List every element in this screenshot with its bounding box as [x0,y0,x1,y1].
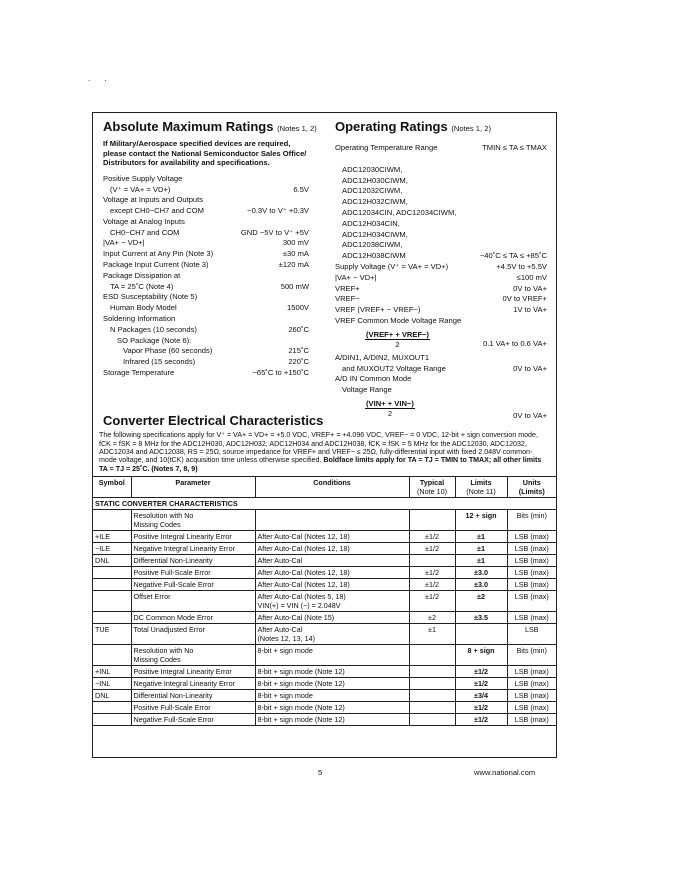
limits-cell: ±1 [455,543,507,555]
op-frac-row-1 [335,327,547,353]
rating-label: ADC12038CIWM, [342,240,403,250]
rating-row [335,353,547,364]
limits-cell: ±1/2 [455,714,507,726]
abs-max-list [103,174,309,379]
rating-label: TA = 25˚C (Note 4) [110,281,174,291]
rating-row [103,174,309,185]
limits-cell: 12 + sign [455,510,507,531]
converter-intro [93,429,556,476]
units-cell: LSB (max) [507,678,556,690]
limits-cell: ±3/4 [455,690,507,702]
rating-value: −40˚C ≤ TA ≤ +85˚C [479,251,547,261]
conditions-cell [255,510,409,531]
rating-label: Voltage Range [342,385,392,395]
table-row [93,690,556,702]
header-parameter: Parameter [131,477,255,498]
limits-cell: ±3.0 [455,579,507,591]
symbol-cell [93,579,131,591]
conditions-cell: After Auto-Cal (Note 15) [255,612,409,624]
units-cell: LSB (max) [507,531,556,543]
vref-common-mode-fraction [365,330,430,350]
abs-max-section [103,119,317,379]
limits-cell [455,624,507,645]
typical-cell [409,555,455,567]
table-row [93,567,556,579]
symbol-cell [93,567,131,579]
conditions-cell: After Auto-Cal (Notes 12, 18) [255,579,409,591]
units-cell: LSB (max) [507,612,556,624]
fraction-denominator: 2 [395,340,400,350]
symbol-cell: −ILE [93,543,131,555]
conditions-cell: 8-bit + sign mode [255,645,409,666]
rating-row [103,346,309,357]
units-cell: LSB (max) [507,666,556,678]
op-ratings-section [335,119,547,422]
rating-value: 6.5V [293,184,309,194]
rating-value: 220˚C [288,357,309,367]
typical-cell [409,702,455,714]
typical-cell [409,690,455,702]
rating-label: Voltage at Inputs and Outputs [103,195,204,205]
rating-row [335,305,547,316]
rating-label: ADC12034CIN, ADC12034CIWM, [342,208,457,218]
parameter-cell: Resolution with No Missing Codes [131,510,255,531]
symbol-cell: +INL [93,666,131,678]
units-cell: LSB (max) [507,591,556,612]
table-row [93,531,556,543]
rating-label: ADC12030CIWM, [342,164,403,174]
rating-label: Operating Temperature Range [335,143,438,153]
rating-label: |VA+ − VD+| [103,238,145,248]
converter-section [93,413,556,726]
symbol-cell [93,714,131,726]
typical-cell: ±1/2 [409,567,455,579]
section-row [93,498,556,510]
rating-value: 1500V [287,303,309,313]
conditions-cell: 8-bit + sign mode (Note 12) [255,702,409,714]
symbol-cell: DNL [93,555,131,567]
rating-row [103,368,309,379]
rating-value: 215˚C [288,346,309,356]
typical-cell: ±1/2 [409,579,455,591]
header-typical: Typical (Note 10) [409,477,455,498]
rating-value: 0V to VREF+ [502,294,547,304]
rating-row [103,185,309,196]
intro-text: The following specifications apply for V⁺ = VA+ = VD+ = +5.0 VDC, VREF+ = +4.096 VDC, VREF− = 0 VDC, 12-bit + sign conversion mode, fCK = fSK = 8 MHz for the ADC12H030, ADC12H032, ADC12H034 and ADC12H038, fCK = fSK = 5 MHz for the ADC12030, ADC12032, ADC12034 and ADC12038, RS = 25Ω, source impedance for VREF+ and VREF− ≤ 25Ω, fully-differential input with fixed 2.048V common-mode voltage, and 10(tCK) acquisition time unless otherwise specified. [99,431,538,465]
parameter-cell: Positive Integral Linearity Error [131,531,255,543]
rating-label: A/DIN1, A/DIN2, MUXOUT1 [335,352,430,362]
corner-dots: . . [88,74,113,83]
rating-row [335,374,547,385]
rating-row [335,273,547,284]
typical-cell: ±1/2 [409,591,455,612]
limits-cell: ±1/2 [455,702,507,714]
rating-row [335,208,547,219]
symbol-cell [93,510,131,531]
rating-label: Package Input Current (Note 3) [103,260,209,270]
header-units: Units (Limits) [507,477,556,498]
typical-cell [409,510,455,531]
units-cell: Bits (min) [507,510,556,531]
conditions-cell: After Auto-Cal (Notes 12, 18) [255,531,409,543]
rating-row [335,197,547,208]
typical-cell [409,645,455,666]
rating-label: and MUXOUT2 Voltage Range [342,363,446,373]
units-cell: LSB (max) [507,702,556,714]
rating-label: ADC12H034CIWM, [342,229,408,239]
rating-row [103,228,309,239]
converter-table [93,476,556,726]
rating-label: Voltage at Analog Inputs [103,216,185,226]
rating-row [103,357,309,368]
table-row [93,678,556,690]
rating-row [103,217,309,228]
limits-cell: ±1 [455,555,507,567]
rating-label: Human Body Model [110,303,177,313]
rating-row [103,206,309,217]
rating-value: +4.5V to +5.5V [496,262,547,272]
table-row [93,666,556,678]
table-row [93,624,556,645]
conditions-cell: 8-bit + sign mode (Note 12) [255,678,409,690]
rating-label: Positive Supply Voltage [103,173,183,183]
parameter-cell: Total Unadjusted Error [131,624,255,645]
table-row [93,714,556,726]
rating-label: ADC12H034CIN, [342,218,400,228]
rating-row [335,364,547,375]
rating-label: VREF− [335,294,360,304]
rating-label: Storage Temperature [103,368,175,378]
fraction-numerator: (VREF+ + VREF−) [366,329,430,339]
rating-label: ADC12H030CIWM, [342,175,408,185]
military-note: If Military/Aerospace specified devices are required, please contact the National Semiconductor Sales Office/ Distributors for availability and specifications. [103,139,307,168]
rating-row [103,292,309,303]
rating-label: (V⁺ = VA+ = VD+) [110,184,171,194]
typical-cell: ±1/2 [409,543,455,555]
rating-label: except CH0−CH7 and COM [110,206,204,216]
symbol-cell: TUE [93,624,131,645]
limits-cell: ±3.5 [455,612,507,624]
table-row [93,612,556,624]
header-limits: Limits (Note 11) [455,477,507,498]
rating-label: |VA+ − VD+| [335,272,377,282]
parameter-cell: DC Common Mode Error [131,612,255,624]
rating-row [335,251,547,262]
typical-cell [409,678,455,690]
limits-cell: 8 + sign [455,645,507,666]
rating-label: A/D IN Common Mode [335,374,412,384]
rating-row [335,154,547,165]
typical-cell: ±2 [409,612,455,624]
rating-row [103,282,309,293]
rating-value: ±120 mA [278,260,309,270]
abs-max-title: Absolute Maximum Ratings (Notes 1, 2) [103,119,317,134]
rating-label: N Packages (10 seconds) [110,324,197,334]
converter-title: Converter Electrical Characteristics [103,413,324,428]
rating-label: Package Dissipation at [103,270,181,280]
table-row [93,591,556,612]
parameter-cell: Positive Full-Scale Error [131,567,255,579]
rating-row [335,262,547,273]
rating-row [335,165,547,176]
fraction-denominator: 2 [387,409,393,419]
rating-row [103,195,309,206]
fraction-numerator: (VIN+ + VIN−) [366,399,414,408]
parameter-cell: Resolution with No Missing Codes [131,645,255,666]
rating-value: 260˚C [288,324,309,334]
page-frame [92,112,557,758]
table-row [93,543,556,555]
symbol-cell [93,591,131,612]
rating-row [335,176,547,187]
limits-cell: ±1/2 [455,666,507,678]
rating-row [335,385,547,396]
rating-label: Infrared (15 seconds) [123,357,196,367]
conditions-cell: 8-bit + sign mode (Note 12) [255,666,409,678]
intro-bold-text: Boldface limits apply for TA = TJ = TMIN to TMAX; all other limits TA = TJ = 25˚C. (Notes 7, 8, 9) [99,456,542,473]
units-cell: LSB (max) [507,690,556,702]
rating-row [103,271,309,282]
conditions-cell: After Auto-Cal (Notes 12, 13, 14) [255,624,409,645]
table-header [93,477,556,498]
rating-row [335,240,547,251]
rating-label: VREF Common Mode Voltage Range [335,316,462,325]
rating-value: −65˚C to +150˚C [252,368,309,378]
limits-cell: ±1 [455,531,507,543]
rating-row [103,336,309,347]
limits-cell: ±3.0 [455,567,507,579]
website: www.national.com [474,768,536,777]
rating-label: Soldering Information [103,314,176,324]
parameter-cell: Negative Integral Linearity Error [131,678,255,690]
rating-value: −0.3V to V⁺ +0.3V [247,206,309,216]
op-ratings-list [335,143,547,327]
conditions-cell: After Auto-Cal (Notes 5, 18) VIN(+) = VIN (−) = 2.048V [255,591,409,612]
rating-row [335,143,547,154]
units-cell: LSB (max) [507,579,556,591]
parameter-cell: Positive Integral Linearity Error [131,666,255,678]
rating-value: 500 mW [280,281,309,291]
rating-row [335,294,547,305]
symbol-cell: −INL [93,678,131,690]
conditions-cell: 8-bit + sign mode [255,690,409,702]
units-cell: LSB (max) [507,714,556,726]
section-label: STATIC CONVERTER CHARACTERISTICS [93,498,556,510]
rating-label: Supply Voltage (V⁺ = VA+ = VD+) [335,262,449,272]
rating-label: CH0−CH7 and COM [110,227,180,237]
table-row [93,645,556,666]
rating-row [103,303,309,314]
header-symbol: Symbol [93,477,131,498]
rating-row [103,249,309,260]
table-row [93,579,556,591]
rating-row [335,230,547,241]
table-row [93,510,556,531]
symbol-cell: +ILE [93,531,131,543]
rating-row [335,186,547,197]
rating-label: ESD Susceptability (Note 5) [103,292,198,302]
op-ratings-title: Operating Ratings (Notes 1, 2) [335,119,491,134]
units-cell: LSB (max) [507,555,556,567]
conditions-cell: 8-bit + sign mode (Note 12) [255,714,409,726]
rating-label: ADC12032CIWM, [342,186,403,196]
rating-row [103,314,309,325]
units-cell: LSB [507,624,556,645]
rating-label: ADC12H032CIWM, [342,197,408,207]
rating-label: ADC12H038CIWM [342,251,406,261]
typical-cell: ±1 [409,624,455,645]
table-row [93,555,556,567]
rating-label: VREF (VREF+ − VREF−) [335,305,421,315]
rating-value: TMIN ≤ TA ≤ TMAX [482,143,547,153]
table-row [93,702,556,714]
rating-row [103,238,309,249]
op-value: 0V to VA+ [513,411,547,421]
rating-row [335,284,547,295]
rating-label: Vapor Phase (60 seconds) [123,346,213,356]
typical-cell [409,714,455,726]
parameter-cell: Differential Non-Linearity [131,690,255,702]
parameter-cell: Negative Integral Linearity Error [131,543,255,555]
symbol-cell [93,612,131,624]
rating-label: Input Current at Any Pin (Note 3) [103,249,214,259]
header-conditions: Conditions [255,477,409,498]
rating-label: SO Package (Note 6): [117,335,192,345]
rating-value: GND −5V to V⁺ +5V [240,227,309,237]
rating-row [103,325,309,336]
op-value: 0.1 VA+ to 0.6 VA+ [483,339,547,349]
units-cell: LSB (max) [507,543,556,555]
rating-label: VREF+ [335,283,360,293]
rating-row [335,219,547,230]
rating-value: 1V to VA+ [513,305,547,315]
op-ratings-list-2 [335,353,547,396]
rating-row [103,260,309,271]
limits-cell: ±1/2 [455,678,507,690]
rating-value: 0V to VA+ [513,363,547,373]
rating-value: 300 mV [282,238,309,248]
typical-cell [409,666,455,678]
symbol-cell [93,645,131,666]
units-cell: Bits (min) [507,645,556,666]
rating-value: 0V to VA+ [513,283,547,293]
conditions-cell: After Auto-Cal [255,555,409,567]
units-cell: LSB (max) [507,567,556,579]
symbol-cell: DNL [93,690,131,702]
symbol-cell [93,702,131,714]
page-number: 5 [318,768,323,777]
typical-cell: ±1/2 [409,531,455,543]
conditions-cell: After Auto-Cal (Notes 12, 18) [255,567,409,579]
rating-value: ±30 mA [282,249,309,259]
parameter-cell: Differential Non-Linearity [131,555,255,567]
limits-cell: ±2 [455,591,507,612]
parameter-cell: Positive Full-Scale Error [131,702,255,714]
parameter-cell: Offset Error [131,591,255,612]
parameter-cell: Negative Full-Scale Error [131,714,255,726]
rating-value: ≤100 mV [516,272,547,282]
rating-row [335,316,547,327]
parameter-cell: Negative Full-Scale Error [131,579,255,591]
conditions-cell: After Auto-Cal (Notes 12, 18) [255,543,409,555]
